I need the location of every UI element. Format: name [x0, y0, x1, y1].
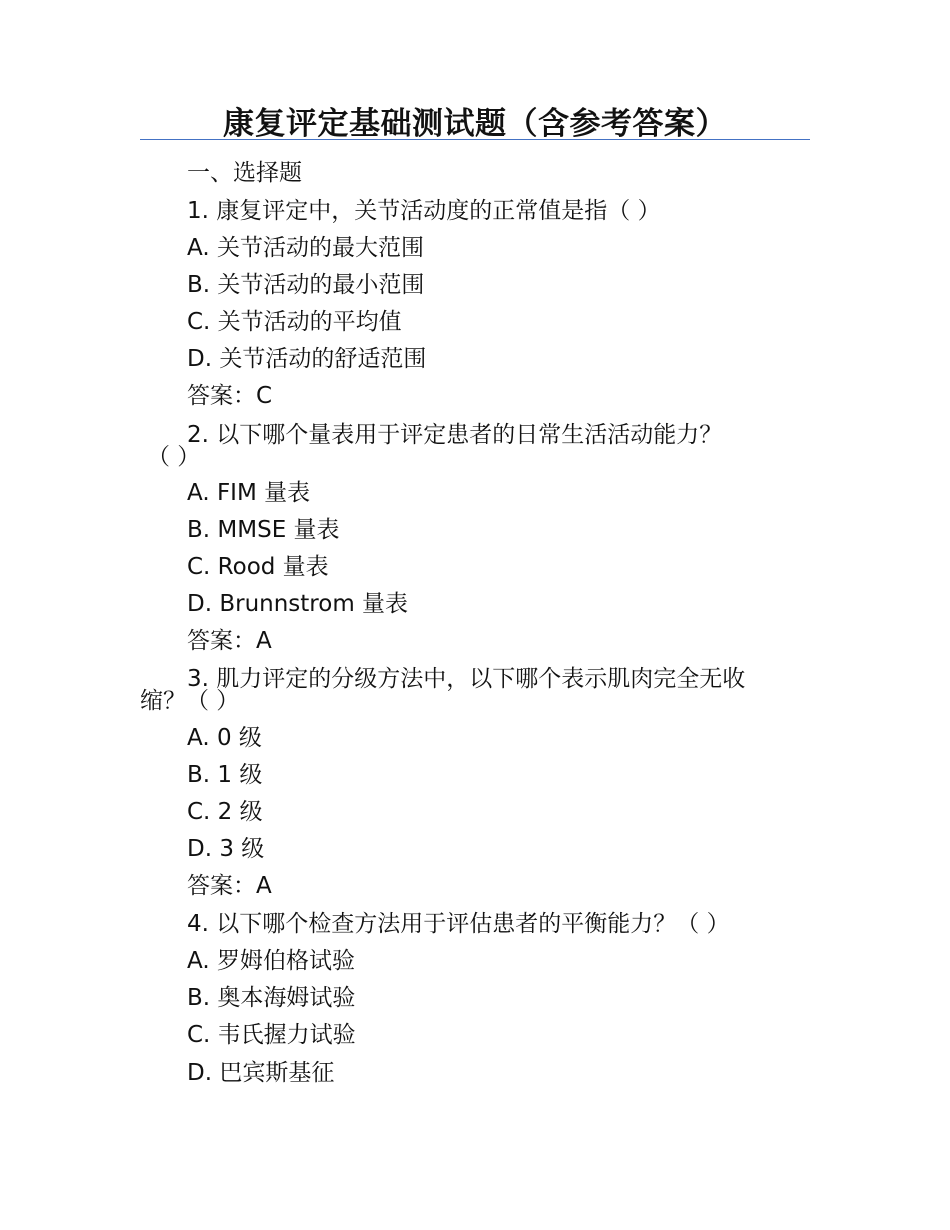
question-2-option-b: B. MMSE 量表 [187, 517, 340, 543]
question-4-option-a: A. 罗姆伯格试验 [187, 948, 355, 974]
question-2-stem: 2. 以下哪个量表用于评定患者的日常生活活动能力？ [187, 422, 723, 448]
question-3-option-c: C. 2 级 [187, 799, 263, 825]
question-3-option-a: A. 0 级 [187, 725, 262, 751]
question-3-stem-continued: 缩？（ ） [140, 688, 240, 714]
question-3-option-b: B. 1 级 [187, 762, 263, 788]
question-2-option-a: A. FIM 量表 [187, 480, 311, 506]
question-2-option-c: C. Rood 量表 [187, 554, 329, 580]
question-2-stem-continued: （ ） [147, 444, 201, 470]
section-heading: 一、选择题 [187, 160, 302, 186]
question-3-answer: 答案：A [187, 873, 272, 899]
question-4-option-d: D. 巴宾斯基征 [187, 1060, 335, 1086]
question-1-stem: 1. 康复评定中，关节活动度的正常值是指（ ） [187, 198, 661, 224]
question-1-option-b: B. 关节活动的最小范围 [187, 272, 425, 298]
question-4-option-b: B. 奥本海姆试验 [187, 985, 356, 1011]
title-underline [140, 139, 810, 140]
question-1-answer: 答案：C [187, 383, 273, 409]
question-1-option-a: A. 关节活动的最大范围 [187, 235, 424, 261]
question-2-option-d: D. Brunnstrom 量表 [187, 591, 409, 617]
question-1-option-d: D. 关节活动的舒适范围 [187, 346, 427, 372]
question-1-option-c: C. 关节活动的平均值 [187, 309, 402, 335]
question-4-stem: 4. 以下哪个检查方法用于评估患者的平衡能力？（ ） [187, 911, 730, 937]
question-3-option-d: D. 3 级 [187, 836, 265, 862]
document-title: 康复评定基础测试题（含参考答案） [223, 106, 727, 142]
question-4-option-c: C. 韦氏握力试验 [187, 1022, 356, 1048]
question-3-stem: 3. 肌力评定的分级方法中，以下哪个表示肌肉完全无收 [187, 666, 746, 692]
question-2-answer: 答案：A [187, 628, 272, 654]
